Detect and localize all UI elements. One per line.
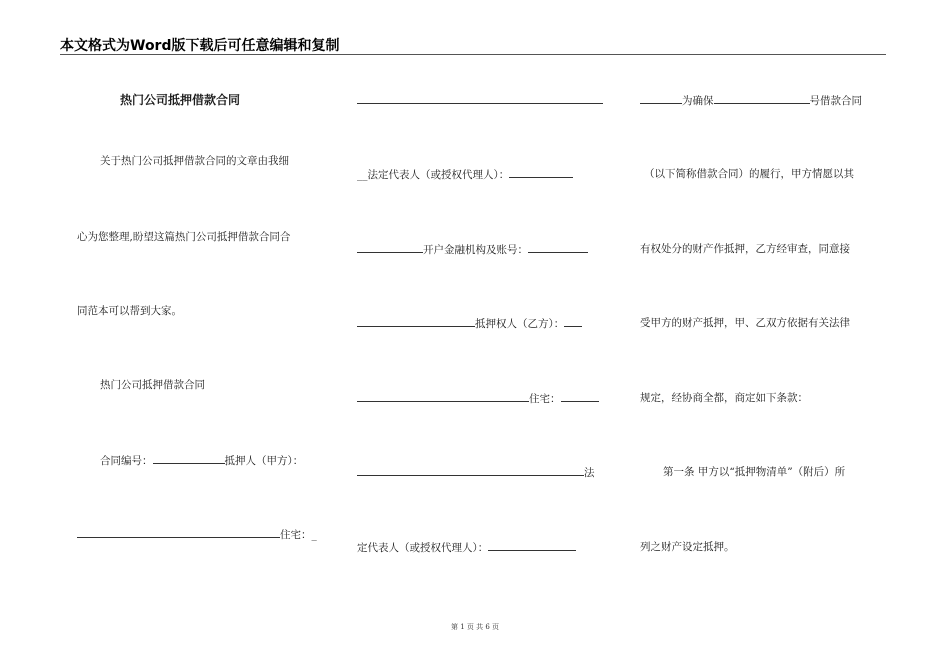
contract-number-line <box>100 453 303 468</box>
intro-line-1: 关于热门公司抵押借款合同的文章由我细 <box>100 155 289 167</box>
article-1-line-2: 列之财产设定抵押。 <box>640 541 735 553</box>
document-banner: 本文格式为Word版下载后可任意编辑和复制 <box>60 38 340 54</box>
bank-blank[interactable] <box>528 242 588 253</box>
clause-line-5: 规定，经协商全都，商定如下条款： <box>640 392 808 404</box>
bank-label: 开户金融机构及账号： <box>423 244 528 256</box>
fa-blank[interactable] <box>357 465 584 476</box>
mortgagee-blank[interactable] <box>564 316 582 327</box>
article-1-line: 第一条 甲方以“抵押物清单”（附后）所 <box>663 466 846 478</box>
document-title: 热门公司抵押借款合同 <box>120 93 241 107</box>
legal-rep2-label: 定代表人（或授权代理人）： <box>357 542 489 554</box>
fa-char: 法 <box>584 467 595 479</box>
fa-line <box>357 465 595 480</box>
contract-number-blank[interactable] <box>153 453 225 464</box>
purpose-pre-blank[interactable] <box>640 93 682 104</box>
intro-line-2: 心为您整理,盼望这篇热门公司抵押借款合同合 <box>77 231 291 243</box>
page-footer: 第 1 页 共 6 页 <box>450 623 500 631</box>
mortgagor-address-blank[interactable] <box>357 93 603 104</box>
legal-rep-line <box>357 167 573 182</box>
mortgagee-pre-blank[interactable] <box>357 316 475 327</box>
mortgagee-label: 抵押权人（乙方）： <box>475 318 565 330</box>
purpose-line <box>640 93 862 108</box>
header-rule <box>60 54 886 55</box>
address-label-2: 住宅： <box>529 393 561 405</box>
contract-number-label: 合同编号： <box>100 455 153 467</box>
mortgagor-blank[interactable] <box>77 527 280 538</box>
clause-line-4: 受甲方的财产抵押，甲、乙双方依据有关法律 <box>640 317 850 329</box>
loan-contract-label: 号借款合同 <box>809 95 862 107</box>
legal-rep-blank[interactable] <box>509 167 573 178</box>
col2-blank-line <box>357 93 603 108</box>
legal-rep-label: __法定代表人（或授权代理人）： <box>357 169 510 181</box>
legal-rep2-blank[interactable] <box>488 540 576 551</box>
mortgagee-address-pre-blank[interactable] <box>357 391 529 402</box>
subtitle: 热门公司抵押借款合同 <box>100 379 205 391</box>
legal-rep2-line <box>357 540 576 555</box>
bank-line <box>357 242 588 257</box>
mortgagee-address-blank[interactable] <box>561 391 599 402</box>
address-label-1: 住宅： <box>280 529 312 541</box>
bank-pre-blank[interactable] <box>357 242 423 253</box>
mortgagee-address-line <box>357 391 599 406</box>
loan-contract-no-blank[interactable] <box>714 93 810 104</box>
address-tail: _ <box>311 529 317 541</box>
mortgagor-label: 抵押人（甲方）： <box>224 455 304 467</box>
clause-line-2: （以下简称借款合同）的履行，甲方情愿以其 <box>644 168 854 180</box>
intro-line-3: 同范本可以帮到大家。 <box>77 305 182 317</box>
address-line-1 <box>77 527 317 542</box>
purpose-label: 为确保 <box>682 95 714 107</box>
mortgagee-line <box>357 316 582 331</box>
clause-line-3: 有权处分的财产作抵押，乙方经审查，同意接 <box>640 243 850 255</box>
